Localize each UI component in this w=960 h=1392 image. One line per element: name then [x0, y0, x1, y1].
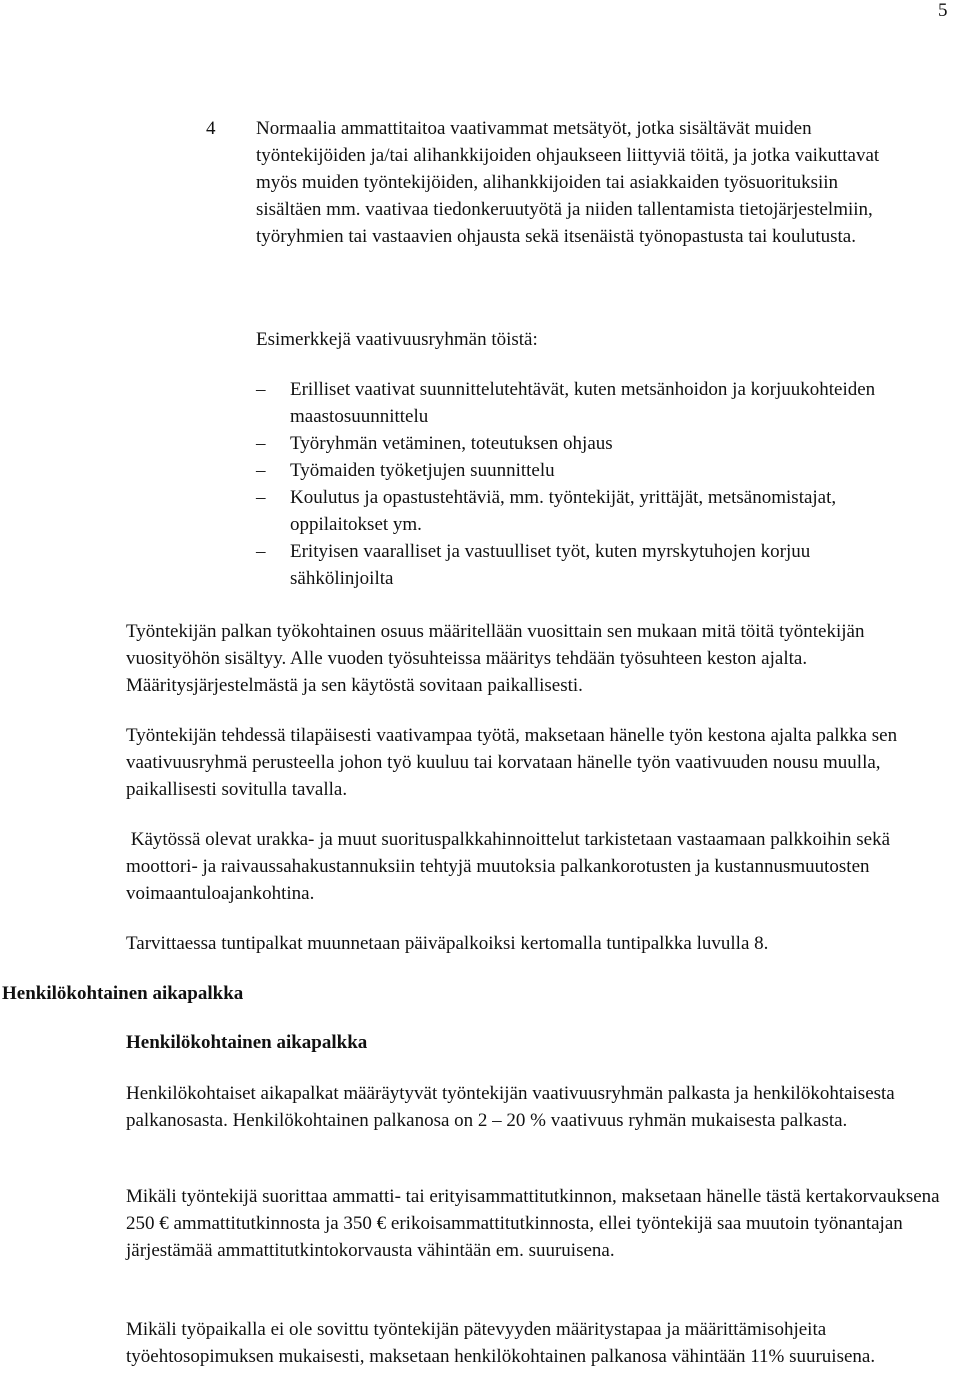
- bullet-dash: –: [256, 487, 266, 508]
- list-item: [256, 457, 876, 484]
- list-item: [256, 484, 876, 538]
- paragraph-temporary-work: Työntekijän tehdessä tilapäisesti vaativampaa työtä, maksetaan hänelle työn kestona ajalta palkka sen vaativuusryhmä perusteella johon työ kuuluu tai korvataan hänelle työn vaativuuden nousu muulla, paikallisesti sovitulla tavalla.: [126, 725, 898, 800]
- item-number: 4: [206, 118, 216, 139]
- bullet-dash: –: [256, 460, 266, 481]
- bullet-dash: –: [256, 379, 266, 400]
- paragraph-daily-pay: Tarvittaessa tuntipalkat muunnetaan päiväpalkoiksi kertomalla tuntipalkka luvulla 8.: [126, 933, 769, 954]
- section-heading: Henkilökohtainen aikapalkka: [126, 1032, 368, 1053]
- paragraph-personal-pay: Henkilökohtaiset aikapalkat määräytyvät työntekijän vaativuusryhmän palkasta ja henkilökohtaisesta palkanosasta. Henkilökohtainen palkanosa on 2 – 20 % vaativuus ryhmän mukaisesta palkasta.: [126, 1083, 895, 1131]
- list-item-text: Työryhmän vetäminen, toteutuksen ohjaus: [290, 433, 613, 454]
- list-item-text: Erityisen vaaralliset ja vastuulliset työt, kuten myrskytuhojen korjuu sähkölinjoilta: [290, 541, 811, 589]
- examples-heading: Esimerkkejä vaativuusryhmän töistä:: [256, 329, 538, 350]
- list-item-text: Erilliset vaativat suunnittelutehtävät, kuten metsänhoidon ja korjuukohteiden maastosuunnittelu: [290, 379, 876, 427]
- bullet-dash: –: [256, 433, 266, 454]
- paragraph-piecework-rates: Käytössä olevat urakka- ja muut suorituspalkkahinnoittelut tarkistetaan vastaamaan palkkoihin sekä moottori- ja raivaussahakustannuksiin tehtyjä muutoksia palkankorotusten ja kustannusmuutosten voimaantuloajankohtina.: [126, 829, 895, 904]
- bullet-dash: –: [256, 541, 266, 562]
- list-item: [256, 430, 876, 457]
- paragraph-qualification-bonus: Mikäli työntekijä suorittaa ammatti- tai erityisammattitutkinnon, maksetaan hänelle tästä kertakorvauksena 250 € ammattitutkinnosta ja 350 € erikoisammattitutkinnosta, ellei työntekijä saa muutoin työnantajan järjestämää ammattitutkintokorvausta vähintään em. suuruisena.: [126, 1186, 940, 1261]
- page-number: 5: [938, 0, 948, 21]
- list-item-text: Koulutus ja opastustehtäviä, mm. työntekijät, yrittäjät, metsänomistajat, oppilaitokset ym.: [290, 487, 837, 535]
- examples-list: [256, 376, 876, 592]
- paragraph-minimum-share: Mikäli työpaikalla ei ole sovittu työntekijän pätevyyden määritystapaa ja määrittämisohjeita työehtosopimuksen mukaisesti, maksetaan henkilökohtainen palkanosa vähintään 11% suuruisena.: [126, 1319, 876, 1367]
- list-item-text: Työmaiden työketjujen suunnittelu: [290, 460, 555, 481]
- list-item: [256, 538, 876, 592]
- paragraph-work-share: Työntekijän palkan työkohtainen osuus määritellään vuosittain sen mukaan mitä töitä työntekijän vuosityöhön sisältyy. Alle vuoden työsuhteissa määritys tehdään työsuhteen keston ajalta. Määritysjärjestelmästä ja sen käytöstä sovitaan paikallisesti.: [126, 621, 865, 696]
- side-heading: Henkilökohtainen aikapalkka: [2, 983, 244, 1004]
- item-text: Normaalia ammattitaitoa vaativammat metsätyöt, jotka sisältävät muiden työntekijöiden ja/tai alihankkijoiden ohjaukseen liittyviä töitä, ja jotka vaikuttavat myös muiden työntekijöiden, alihankkijoiden tai asiakkaiden työsuorituksiin sisältäen mm. vaativaa tiedonkeruutyötä ja niiden tallentamista tietojärjestelmiin, työryhmien tai vastaavien ohjausta sekä itsenäistä työnopastusta tai koulutusta.: [256, 118, 880, 247]
- list-item: [256, 376, 876, 430]
